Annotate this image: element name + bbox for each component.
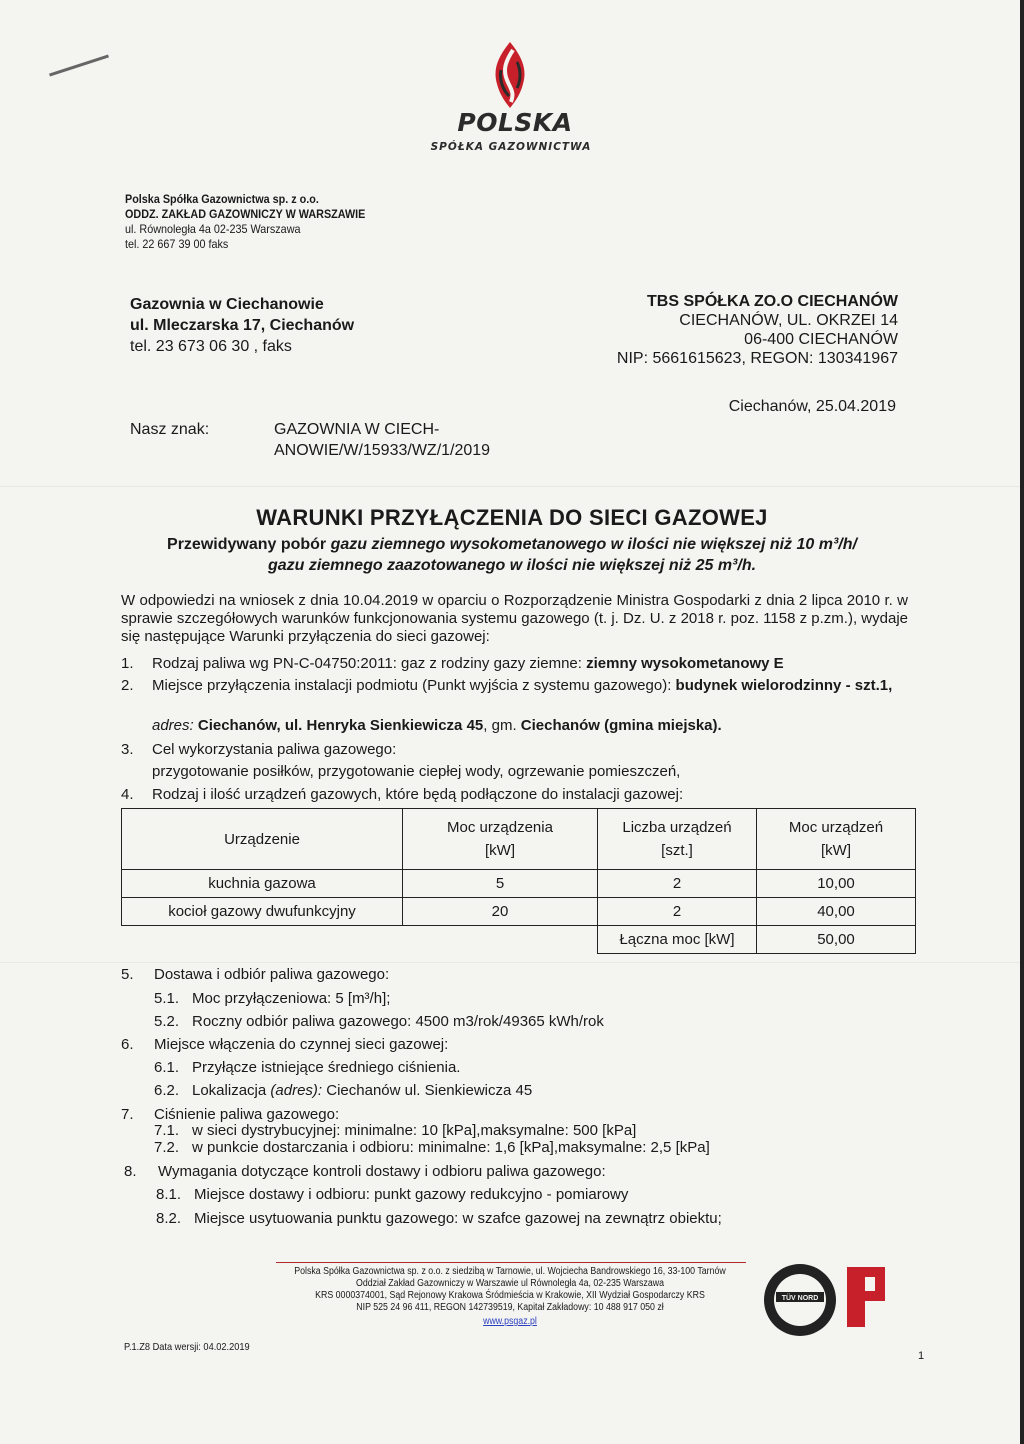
table-row (122, 898, 916, 926)
subsection-text: Przyłącze istniejące średniego ciśnienia. (192, 1059, 461, 1076)
version-info: P.1.Z8 Data wersji: 04.02.2019 (124, 1341, 250, 1353)
sender-street: ul. Równoległa 4a 02-235 Warszawa (125, 222, 301, 236)
intro-paragraph: W odpowiedzi na wniosek z dnia 10.04.2019 w oparciu o Rozporządzenie Ministra Gospodarki z dnia 2 lipca 2010 r. w sprawie szczegółowych warunków funkcjonowania systemu gazowego (t. j. Dz. U. z 2018 r. poz. 1158 z p.zm.), wydaje się następujące Warunki przyłączenia do sieci gazowej: (121, 592, 908, 645)
subtitle-part: Przewidywany pobór (167, 536, 331, 553)
gazownia-phone: tel. 23 673 06 30 , faks (130, 338, 292, 355)
item-number: 1. (121, 655, 134, 672)
sender-company: Polska Spółka Gazownictwa sp. z o.o. (125, 192, 319, 206)
item-number: 2. (121, 677, 134, 694)
devices-table (121, 808, 916, 954)
item-text: , gm. (483, 717, 521, 734)
subtitle-part: gazu ziemnego wysokometanowego w ilości nie większej niż 10 m³/h/ (330, 536, 857, 553)
cell-count: 2 (598, 898, 757, 926)
item-purpose: Cel wykorzystania paliwa gazowego: (152, 741, 397, 758)
section-heading: Dostawa i odbiór paliwa gazowego: (154, 966, 390, 983)
subtitle-part: gazu ziemnego zaazotowanego w ilości nie większej niż 25 m³/h. (267, 557, 757, 574)
document-title: WARUNKI PRZYŁĄCZENIA DO SIECI GAZOWEJ (256, 505, 768, 530)
recipient-address (617, 292, 898, 368)
header-power: Moc urządzenia [kW] (403, 809, 598, 870)
footer-line: KRS 0000374001, Sąd Rejonowy Krakowa Śródmieścia w Krakowie, XII Wydział Gospodarczy KRS (315, 1290, 705, 1301)
header-device: Urządzenie (122, 809, 403, 870)
section-number: 7. (121, 1106, 134, 1123)
subsection-text: Roczny odbiór paliwa gazowego: 4500 m3/rok/49365 kWh/rok (192, 1013, 604, 1030)
p-brand-logo-icon (845, 1265, 887, 1329)
footer-line: Oddział Zakład Gazowniczy w Warszawie ul Równoległa 4a, 02-235 Warszawa (356, 1278, 664, 1289)
item-number: 3. (121, 741, 134, 758)
fold-line (0, 486, 1024, 488)
subsection-text: Miejsce usytuowania punktu gazowego: w szafce gazowej na zewnątrz obiektu; (194, 1210, 722, 1227)
item-bold: ziemny wysokometanowy E (586, 655, 784, 672)
footer-website-link[interactable]: www.psgaz.pl (483, 1316, 537, 1327)
cell-total: 40,00 (757, 898, 916, 926)
psg-flame-logo-icon (487, 40, 533, 110)
item-connection-place (152, 677, 912, 695)
section-number: 6. (121, 1036, 134, 1053)
sender-address (125, 192, 365, 252)
item-purpose-detail: przygotowanie posiłków, przygotowanie ciepłej wody, ogrzewanie pomieszczeń, (152, 763, 681, 780)
subsection-text: Moc przyłączeniowa: 5 [m³/h]; (192, 990, 391, 1007)
table-header-row (122, 809, 916, 870)
item-devices: Rodzaj i ilość urządzeń gazowych, które będą podłączone do instalacji gazowej: (152, 786, 684, 803)
footer-company-info (281, 1266, 739, 1328)
subsection-number: 8.1. (156, 1186, 182, 1203)
subsection-number: 8.2. (156, 1210, 182, 1227)
tuv-certificate-icon (762, 1262, 838, 1338)
item-address (152, 717, 912, 735)
sender-phone: tel. 22 667 39 00 faks (125, 237, 229, 251)
cell-device: kuchnia gazowa (122, 870, 403, 898)
subsection-number: 5.1. (154, 990, 180, 1007)
subsection-number: 6.2. (154, 1082, 180, 1099)
item-fuel-type (152, 655, 912, 673)
subsection-number: 7.1. (154, 1122, 180, 1139)
table-row (122, 870, 916, 898)
blank-cell (403, 926, 598, 954)
recipient-street: CIECHANÓW, UL. OKRZEI 14 (679, 312, 898, 329)
item-text: Miejsce przyłączenia instalacji podmiotu (Punkt wyjścia z systemu gazowego): (152, 677, 676, 694)
subsection-number: 6.1. (154, 1059, 180, 1076)
brand-subtitle: SPÓŁKA GAZOWNICTWA (430, 141, 592, 153)
header-total-power: Moc urządzeń [kW] (757, 809, 916, 870)
section-heading: Wymagania dotyczące kontroli dostawy i odbioru paliwa gazowego: (158, 1163, 606, 1180)
blank-cell (122, 926, 403, 954)
sender-branch: ODDZ. ZAKŁAD GAZOWNICZY W WARSZAWIE (125, 207, 366, 221)
item-bold: budynek wielorodzinny - szt.1, (675, 677, 893, 694)
footer-divider (276, 1262, 746, 1263)
document-subtitle (120, 534, 904, 576)
document-date: Ciechanów, 25.04.2019 (728, 398, 896, 415)
gazownia-address (130, 294, 354, 357)
sum-label: Łączna moc [kW] (598, 926, 757, 954)
cell-power: 5 (403, 870, 598, 898)
cell-power: 20 (403, 898, 598, 926)
cell-total: 10,00 (757, 870, 916, 898)
header-count: Liczba urządzeń [szt.] (598, 809, 757, 870)
subsection-text: Lokalizacja (adres): Ciechanów ul. Sienkiewicza 45 (192, 1082, 533, 1099)
table-sum-row (122, 926, 916, 954)
subsection-number: 7.2. (154, 1139, 180, 1156)
gazownia-name: Gazownia w Ciechanowie (130, 296, 324, 313)
page-number: 1 (918, 1350, 925, 1362)
fold-line (0, 962, 1024, 964)
subsection-text: w punkcie dostarczania i odbioru: minimalne: 1,6 [kPa],maksymalne: 2,5 [kPa] (192, 1139, 710, 1156)
subsection-text: Miejsce dostawy i odbioru: punkt gazowy redukcyjno - pomiarowy (194, 1186, 629, 1203)
recipient-ids: NIP: 5661615623, REGON: 130341967 (616, 350, 898, 367)
subsection-text: w sieci dystrybucyjnej: minimalne: 10 [kPa],maksymalne: 500 [kPa] (192, 1122, 637, 1139)
reference-label: Nasz znak: (130, 421, 210, 438)
item-bold: Ciechanów (gmina miejska). (520, 717, 722, 734)
item-number: 4. (121, 786, 134, 803)
section-number: 5. (121, 966, 134, 983)
cell-device: kocioł gazowy dwufunkcyjny (122, 898, 403, 926)
scan-edge (1020, 0, 1024, 1444)
item-text: adres: (152, 717, 198, 734)
cert-brand-text: TÜV NORD (781, 1295, 819, 1302)
sum-value: 50,00 (757, 926, 916, 954)
section-heading: Miejsce włączenia do czynnej sieci gazowej: (154, 1036, 449, 1053)
item-text: Rodzaj paliwa wg PN-C-04750:2011: gaz z rodziny gazy ziemne: (152, 655, 587, 672)
item-bold: Ciechanów, ul. Henryka Sienkiewicza 45 (197, 717, 484, 734)
recipient-name: TBS SPÓŁKA ZO.O CIECHANÓW (647, 293, 898, 310)
section-number: 8. (124, 1163, 137, 1180)
subsection-number: 5.2. (154, 1013, 180, 1030)
footer-line: NIP 525 24 96 411, REGON 142739519, Kapitał Zakładowy: 10 488 917 050 zł (356, 1302, 664, 1313)
brand-name: POLSKA (457, 108, 573, 137)
section-heading: Ciśnienie paliwa gazowego: (154, 1106, 340, 1123)
reference-number: GAZOWNIA W CIECH-ANOWIE/W/15933/WZ/1/2019 (274, 421, 491, 459)
gazownia-street: ul. Mleczarska 17, Ciechanów (130, 317, 355, 334)
footer-line: Polska Spółka Gazownictwa sp. z o.o. z siedzibą w Tarnowie, ul. Wojciecha Bandrowskiego 16, 33-100 Tarnów (294, 1266, 726, 1277)
recipient-postal: 06-400 CIECHANÓW (744, 331, 898, 348)
cell-count: 2 (598, 870, 757, 898)
staple-mark (49, 54, 109, 76)
